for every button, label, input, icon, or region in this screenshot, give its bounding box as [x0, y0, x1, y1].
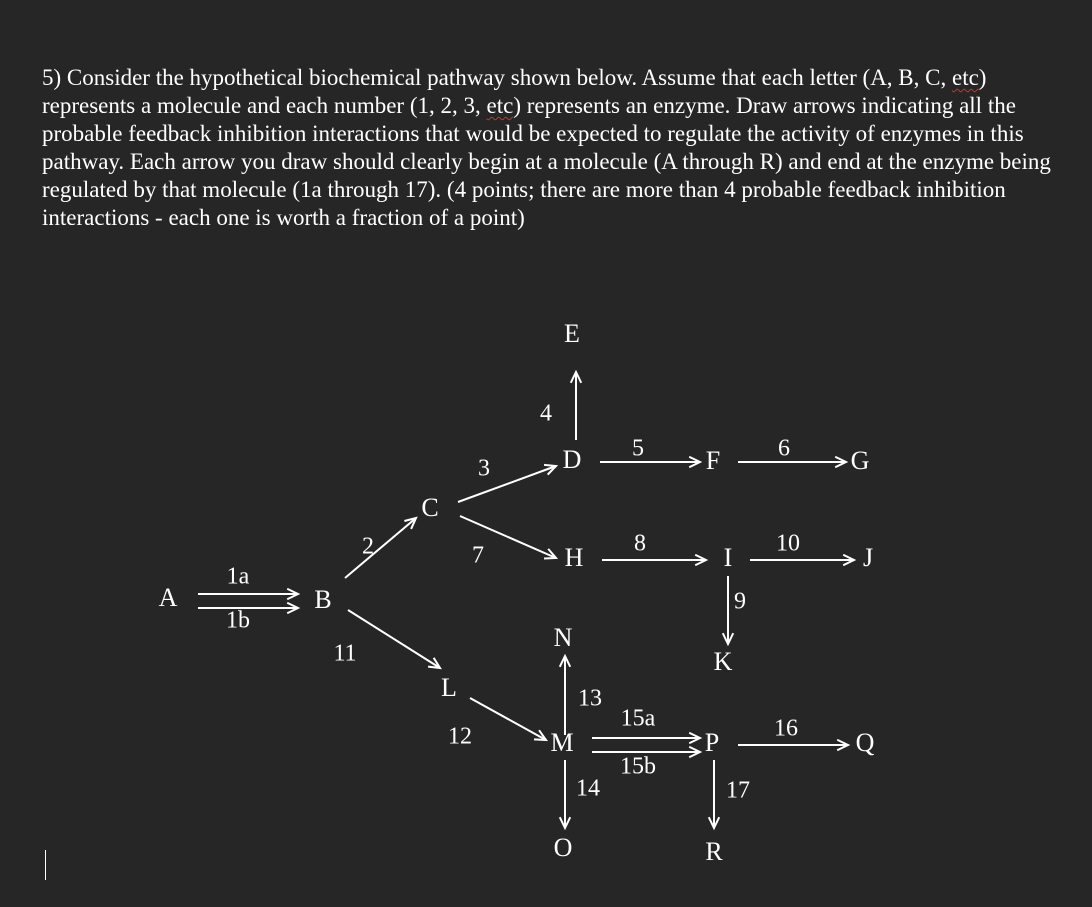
molecule-R: R: [705, 836, 723, 866]
molecule-H: H: [564, 542, 584, 572]
reaction-arrow-5: [600, 457, 700, 467]
arrow-shaft: [470, 698, 546, 740]
arrow-shaft: [345, 518, 416, 578]
reaction-arrow-2: [345, 518, 416, 578]
arrow-shaft: [458, 466, 556, 502]
enzyme-11: 11: [333, 640, 357, 667]
pathway-labels: [159, 319, 875, 866]
reaction-arrow-8: [602, 555, 706, 565]
enzyme-15a: 15a: [620, 705, 656, 732]
molecule-F: F: [705, 445, 721, 475]
molecule-D: D: [562, 444, 582, 474]
molecule-G: G: [850, 445, 870, 475]
enzyme-7: 7: [472, 542, 484, 569]
enzyme-9: 9: [734, 588, 746, 615]
question-part-2: ) represents a molecule and each number (1, 2, 3,: [42, 65, 987, 118]
molecule-O: O: [553, 832, 573, 862]
reaction-arrow-13: [560, 656, 570, 735]
enzyme-17: 17: [726, 777, 750, 804]
molecule-C: C: [421, 492, 439, 522]
enzyme-1b: 1b: [226, 607, 250, 634]
enzyme-8: 8: [634, 530, 646, 557]
reaction-arrow-9: [723, 576, 733, 644]
reaction-arrow-15a: [592, 733, 700, 743]
reaction-arrows: [198, 372, 854, 828]
enzyme-6: 6: [778, 435, 790, 462]
question-part-1: 5) Consider the hypothetical biochemical pathway shown below. Assume that each letter (A, B, C,: [42, 65, 952, 90]
reaction-arrow-6: [738, 457, 846, 467]
enzyme-3: 3: [478, 455, 490, 482]
reaction-arrow-3: [458, 465, 556, 502]
reaction-arrow-17: [709, 760, 719, 828]
enzyme-15b: 15b: [620, 753, 656, 780]
molecule-A: A: [158, 582, 178, 612]
molecule-N: N: [553, 622, 573, 652]
reaction-arrow-11: [348, 610, 440, 668]
molecule-J: J: [862, 542, 874, 572]
arrow-shaft: [348, 610, 440, 668]
reaction-arrow-12: [470, 698, 546, 740]
enzyme-14: 14: [576, 775, 600, 802]
reaction-arrow-4: [571, 372, 581, 440]
molecule-L: L: [441, 672, 457, 702]
enzyme-5: 5: [632, 435, 644, 462]
spellcheck-word-etc-1: etc: [951, 65, 979, 90]
reaction-arrow-14: [560, 760, 570, 828]
reaction-arrow-1a: [198, 589, 298, 599]
molecule-B: B: [314, 584, 332, 614]
molecule-M: M: [550, 727, 574, 757]
molecule-E: E: [564, 318, 580, 348]
enzyme-13: 13: [578, 685, 602, 712]
question-part-3: ) represents an enzyme. Draw arrows indicating all the probable feedback inhibition interactions that would be expected to regulate the activity of enzymes in this pathway. Each arrow you draw should clearly begin at a molecule (A through R) and end at the enzyme being regulated by that molecule (1a through 17). (4 points; there are more than 4 probable feedback inhibition interactions - each one is worth a fraction of a point): [42, 93, 1051, 230]
enzyme-10: 10: [776, 530, 800, 557]
enzyme-1a: 1a: [226, 563, 250, 590]
enzyme-2: 2: [362, 533, 374, 560]
enzyme-4: 4: [540, 400, 552, 427]
spellcheck-word-etc-2: etc: [486, 93, 514, 118]
molecule-P: P: [704, 727, 720, 757]
text-cursor: [45, 850, 46, 880]
arrow-head: [428, 658, 440, 668]
molecule-I: I: [723, 542, 733, 572]
molecule-Q: Q: [855, 727, 875, 757]
molecule-K: K: [713, 646, 733, 676]
enzyme-12: 12: [448, 723, 472, 750]
reaction-arrow-10: [750, 555, 854, 565]
enzyme-16: 16: [774, 715, 798, 742]
